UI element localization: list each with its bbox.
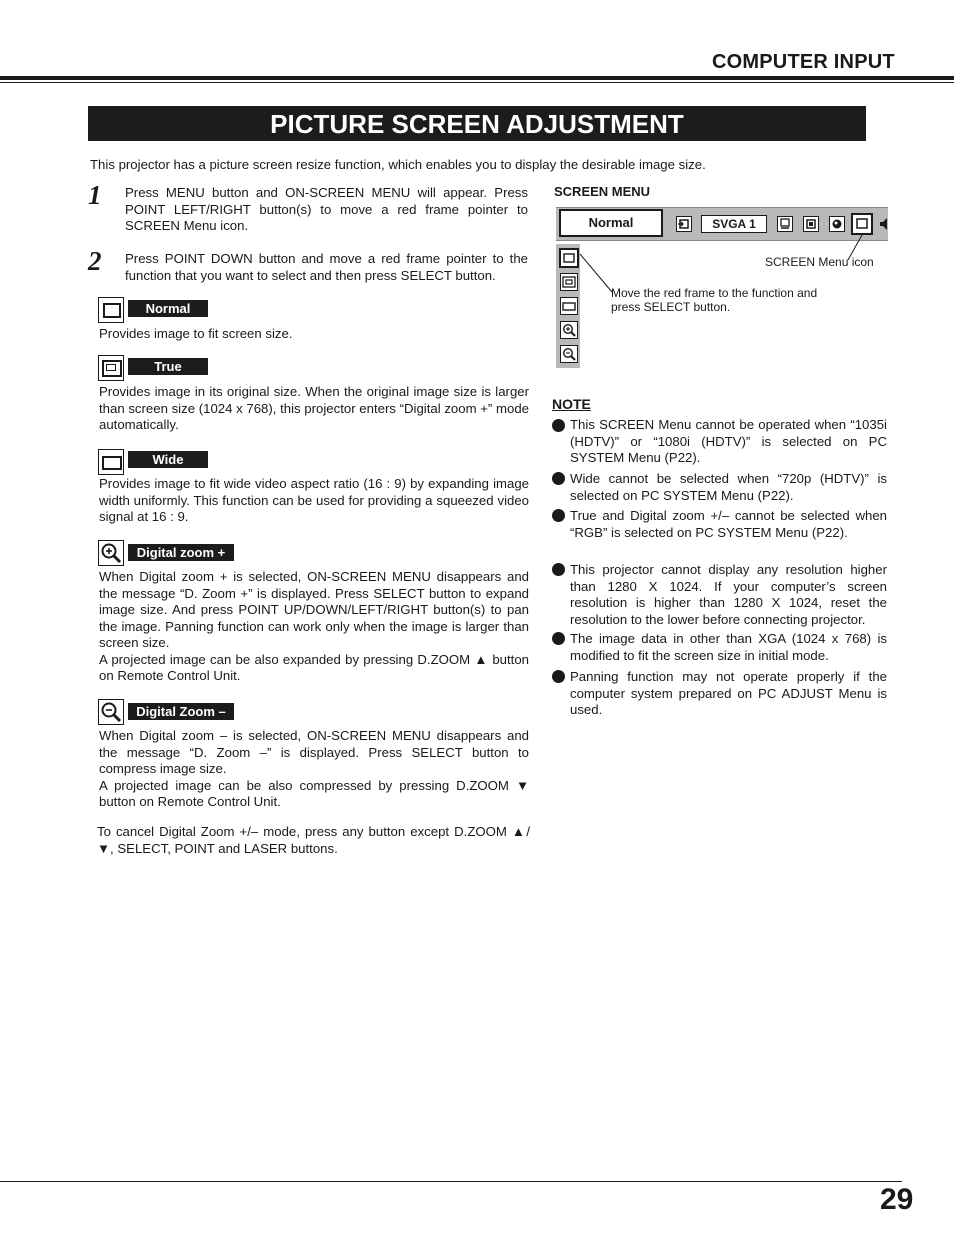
menu-mode-display: Normal — [559, 209, 663, 237]
note-bullet — [552, 419, 565, 432]
note-item-1: This SCREEN Menu cannot be operated when “1035i (HDTV)” or “1080i (HDTV)” is selected on PC SYSTEM Menu (P22). — [570, 417, 887, 465]
screen-menu-title: SCREEN MENU — [554, 184, 651, 199]
note-item-3: True and Digital zoom +/– cannot be selected when “RGB” is selected on PC SYSTEM Menu (P22). — [570, 508, 887, 540]
wide-mode-icon — [98, 449, 124, 475]
note-item-5: The image data in other than XGA (1024 x 768) is modified to fit the screen size in initial mode. — [570, 631, 887, 663]
note-item-2: Wide cannot be selected when “720p (HDTV)” is selected on PC SYSTEM Menu (P22). — [570, 471, 887, 503]
digital-zoom-in-label: Digital zoom + — [128, 544, 234, 561]
header-rule-thin — [0, 82, 954, 83]
zoom-in-icon — [98, 540, 124, 566]
page-title: PICTURE SCREEN ADJUSTMENT — [88, 106, 866, 141]
submenu-zoom-out-icon — [560, 345, 578, 363]
true-mode-icon — [98, 355, 124, 381]
step-number-1: 1 — [88, 180, 102, 210]
red-frame-callout: Move the red frame to the function and press SELECT button. — [611, 286, 818, 314]
normal-mode-icon — [98, 297, 124, 323]
wide-mode-text: Provides image to fit wide video aspect ratio (16 : 9) by expanding image width uniformly. This function can be used for providing a squeezed video signal at 16 : 9. — [99, 476, 529, 524]
true-mode-label: True — [128, 358, 208, 375]
footer-rule — [0, 1181, 902, 1182]
digital-zoom-out-label: Digital Zoom – — [128, 703, 234, 720]
screen-icon-callout: SCREEN Menu icon — [765, 255, 874, 269]
note-item-4: This projector cannot display any resolution higher than 1280 X 1024. If your computer’s screen resolution is higher than 1280 X 1024, reset the resolution to the lower before connecting projector. — [570, 562, 887, 627]
zoom-out-icon — [98, 699, 124, 725]
section-header: COMPUTER INPUT — [712, 51, 895, 73]
note-bullet — [552, 563, 565, 576]
note-bullet — [552, 670, 565, 683]
note-item-6: Panning function may not operate properly if the computer system prepared on PC ADJUST Menu is used. — [570, 669, 887, 717]
normal-mode-text: Provides image to fit screen size. — [99, 326, 293, 341]
digital-zoom-in-text-1: When Digital zoom + is selected, ON-SCREEN MENU disappears and the message “D. Zoom +” is displayed. Press SELECT button to expand image size. And press POINT UP/DOWN/LEFT/RIGHT button(s) to pan the image. Panning function can work only when the image is larger than screen size. — [99, 569, 529, 650]
digital-zoom-out-text — [99, 728, 529, 811]
step-text-2: Press POINT DOWN button and move a red frame pointer to the function that you want to select and then press SELECT button. — [125, 251, 528, 283]
note-bullet — [552, 632, 565, 645]
normal-mode-label: Normal — [128, 300, 208, 317]
intro-text: This projector has a picture screen resize function, which enables you to display the desirable image size. — [90, 157, 706, 172]
cancel-text: To cancel Digital Zoom +/– mode, press any button except D.ZOOM ▲/▼, SELECT, POINT and LASER buttons. — [97, 824, 530, 856]
step-number-2: 2 — [88, 246, 102, 276]
submenu-zoom-in-icon — [560, 321, 578, 339]
digital-zoom-in-text — [99, 569, 529, 685]
digital-zoom-out-text-2: A projected image can be also compressed by pressing D.ZOOM ▼ button on Remote Control Unit. — [99, 777, 529, 809]
page-number: 29 — [880, 1183, 914, 1216]
note-bullet — [552, 509, 565, 522]
note-bullet — [552, 472, 565, 485]
menu-source-display: SVGA 1 — [701, 215, 767, 233]
note-heading: NOTE — [552, 396, 591, 412]
wide-mode-label: Wide — [128, 451, 208, 468]
header-rule-thick — [0, 76, 954, 80]
digital-zoom-out-text-1: When Digital zoom – is selected, ON-SCREEN MENU disappears and the message “D. Zoom –” is displayed. Press SELECT button to compress image size. — [99, 728, 529, 776]
true-mode-text: Provides image in its original size. When the original image size is larger than screen size (1024 x 768), this projector enters “Digital zoom +” mode automatically. — [99, 384, 529, 432]
step-text-1: Press MENU button and ON-SCREEN MENU will appear. Press POINT LEFT/RIGHT button(s) to move a red frame pointer to SCREEN Menu icon. — [125, 185, 528, 233]
digital-zoom-in-text-2: A projected image can be also expanded by pressing D.ZOOM ▲ button on Remote Control Unit. — [99, 651, 529, 683]
